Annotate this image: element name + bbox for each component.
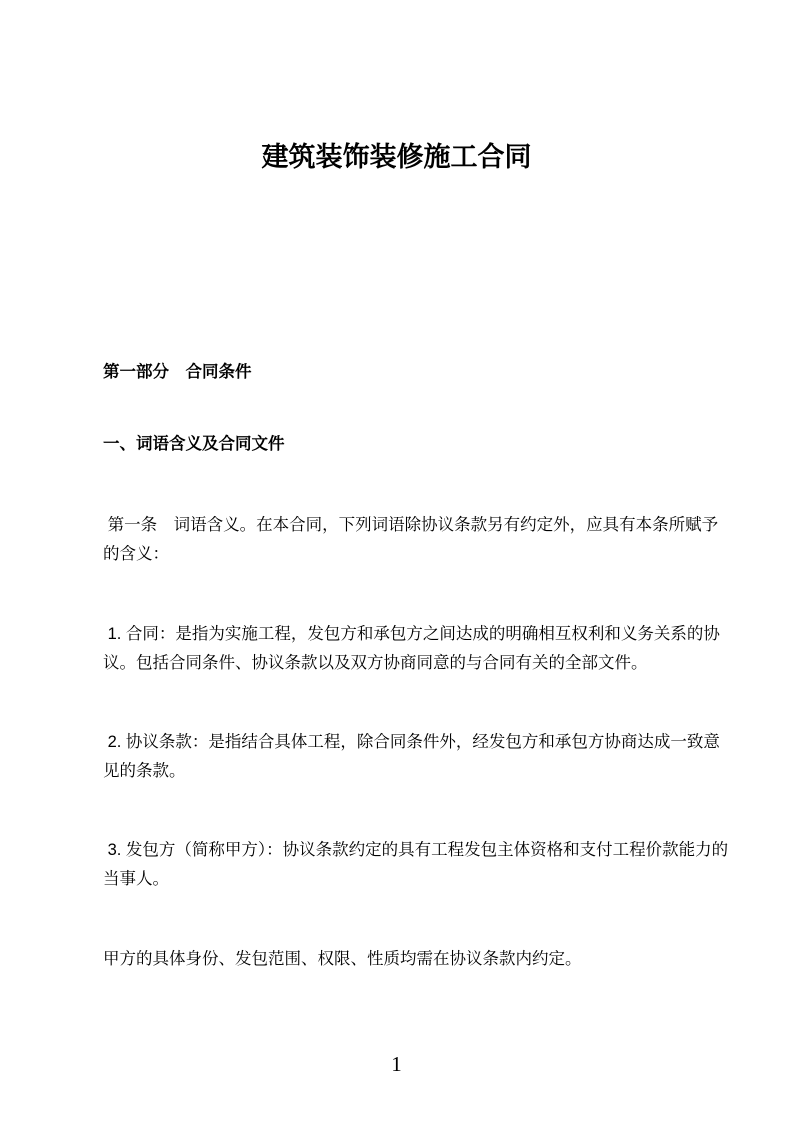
part-heading: 第一部分 合同条件 — [103, 363, 252, 381]
paragraph-line: 3. 发包方（简称甲方）：协议条款约定的具有工程发包主体资格和支付工程价款能力的 — [103, 841, 729, 859]
paragraph-line: 当事人。 — [103, 870, 169, 888]
paragraph-definition-2-agreement-terms — [103, 728, 793, 786]
paragraph-definition-3-employer — [103, 836, 793, 894]
paragraph-line: 第一条 词语含义。在本合同，下列词语除协议条款另有约定外，应具有本条所赋予 — [103, 516, 719, 534]
paragraph-line: 议。包括合同条件、协议条款以及双方协商同意的与合同有关的全部文件。 — [103, 654, 648, 672]
paragraph-employer-note — [103, 945, 793, 974]
paragraph-line: 甲方的具体身份、发包范围、权限、性质均需在协议条款内约定。 — [103, 950, 582, 968]
paragraph-clause-1-intro — [103, 511, 793, 569]
paragraph-line: 2. 协议条款：是指结合具体工程，除合同条件外，经发包方和承包方协商达成一致意 — [103, 733, 720, 751]
paragraph-definition-1-contract — [103, 620, 793, 678]
paragraph-line: 见的条款。 — [103, 762, 186, 780]
page-number: 1 — [391, 1052, 402, 1076]
paragraph-line: 1. 合同：是指为实施工程，发包方和承包方之间达成的明确相互权利和义务关系的协 — [103, 625, 720, 643]
document-title: 建筑装饰装修施工合同 — [261, 142, 532, 172]
section-heading: 一、词语含义及合同文件 — [103, 435, 285, 453]
paragraph-line: 的含义： — [103, 545, 169, 563]
